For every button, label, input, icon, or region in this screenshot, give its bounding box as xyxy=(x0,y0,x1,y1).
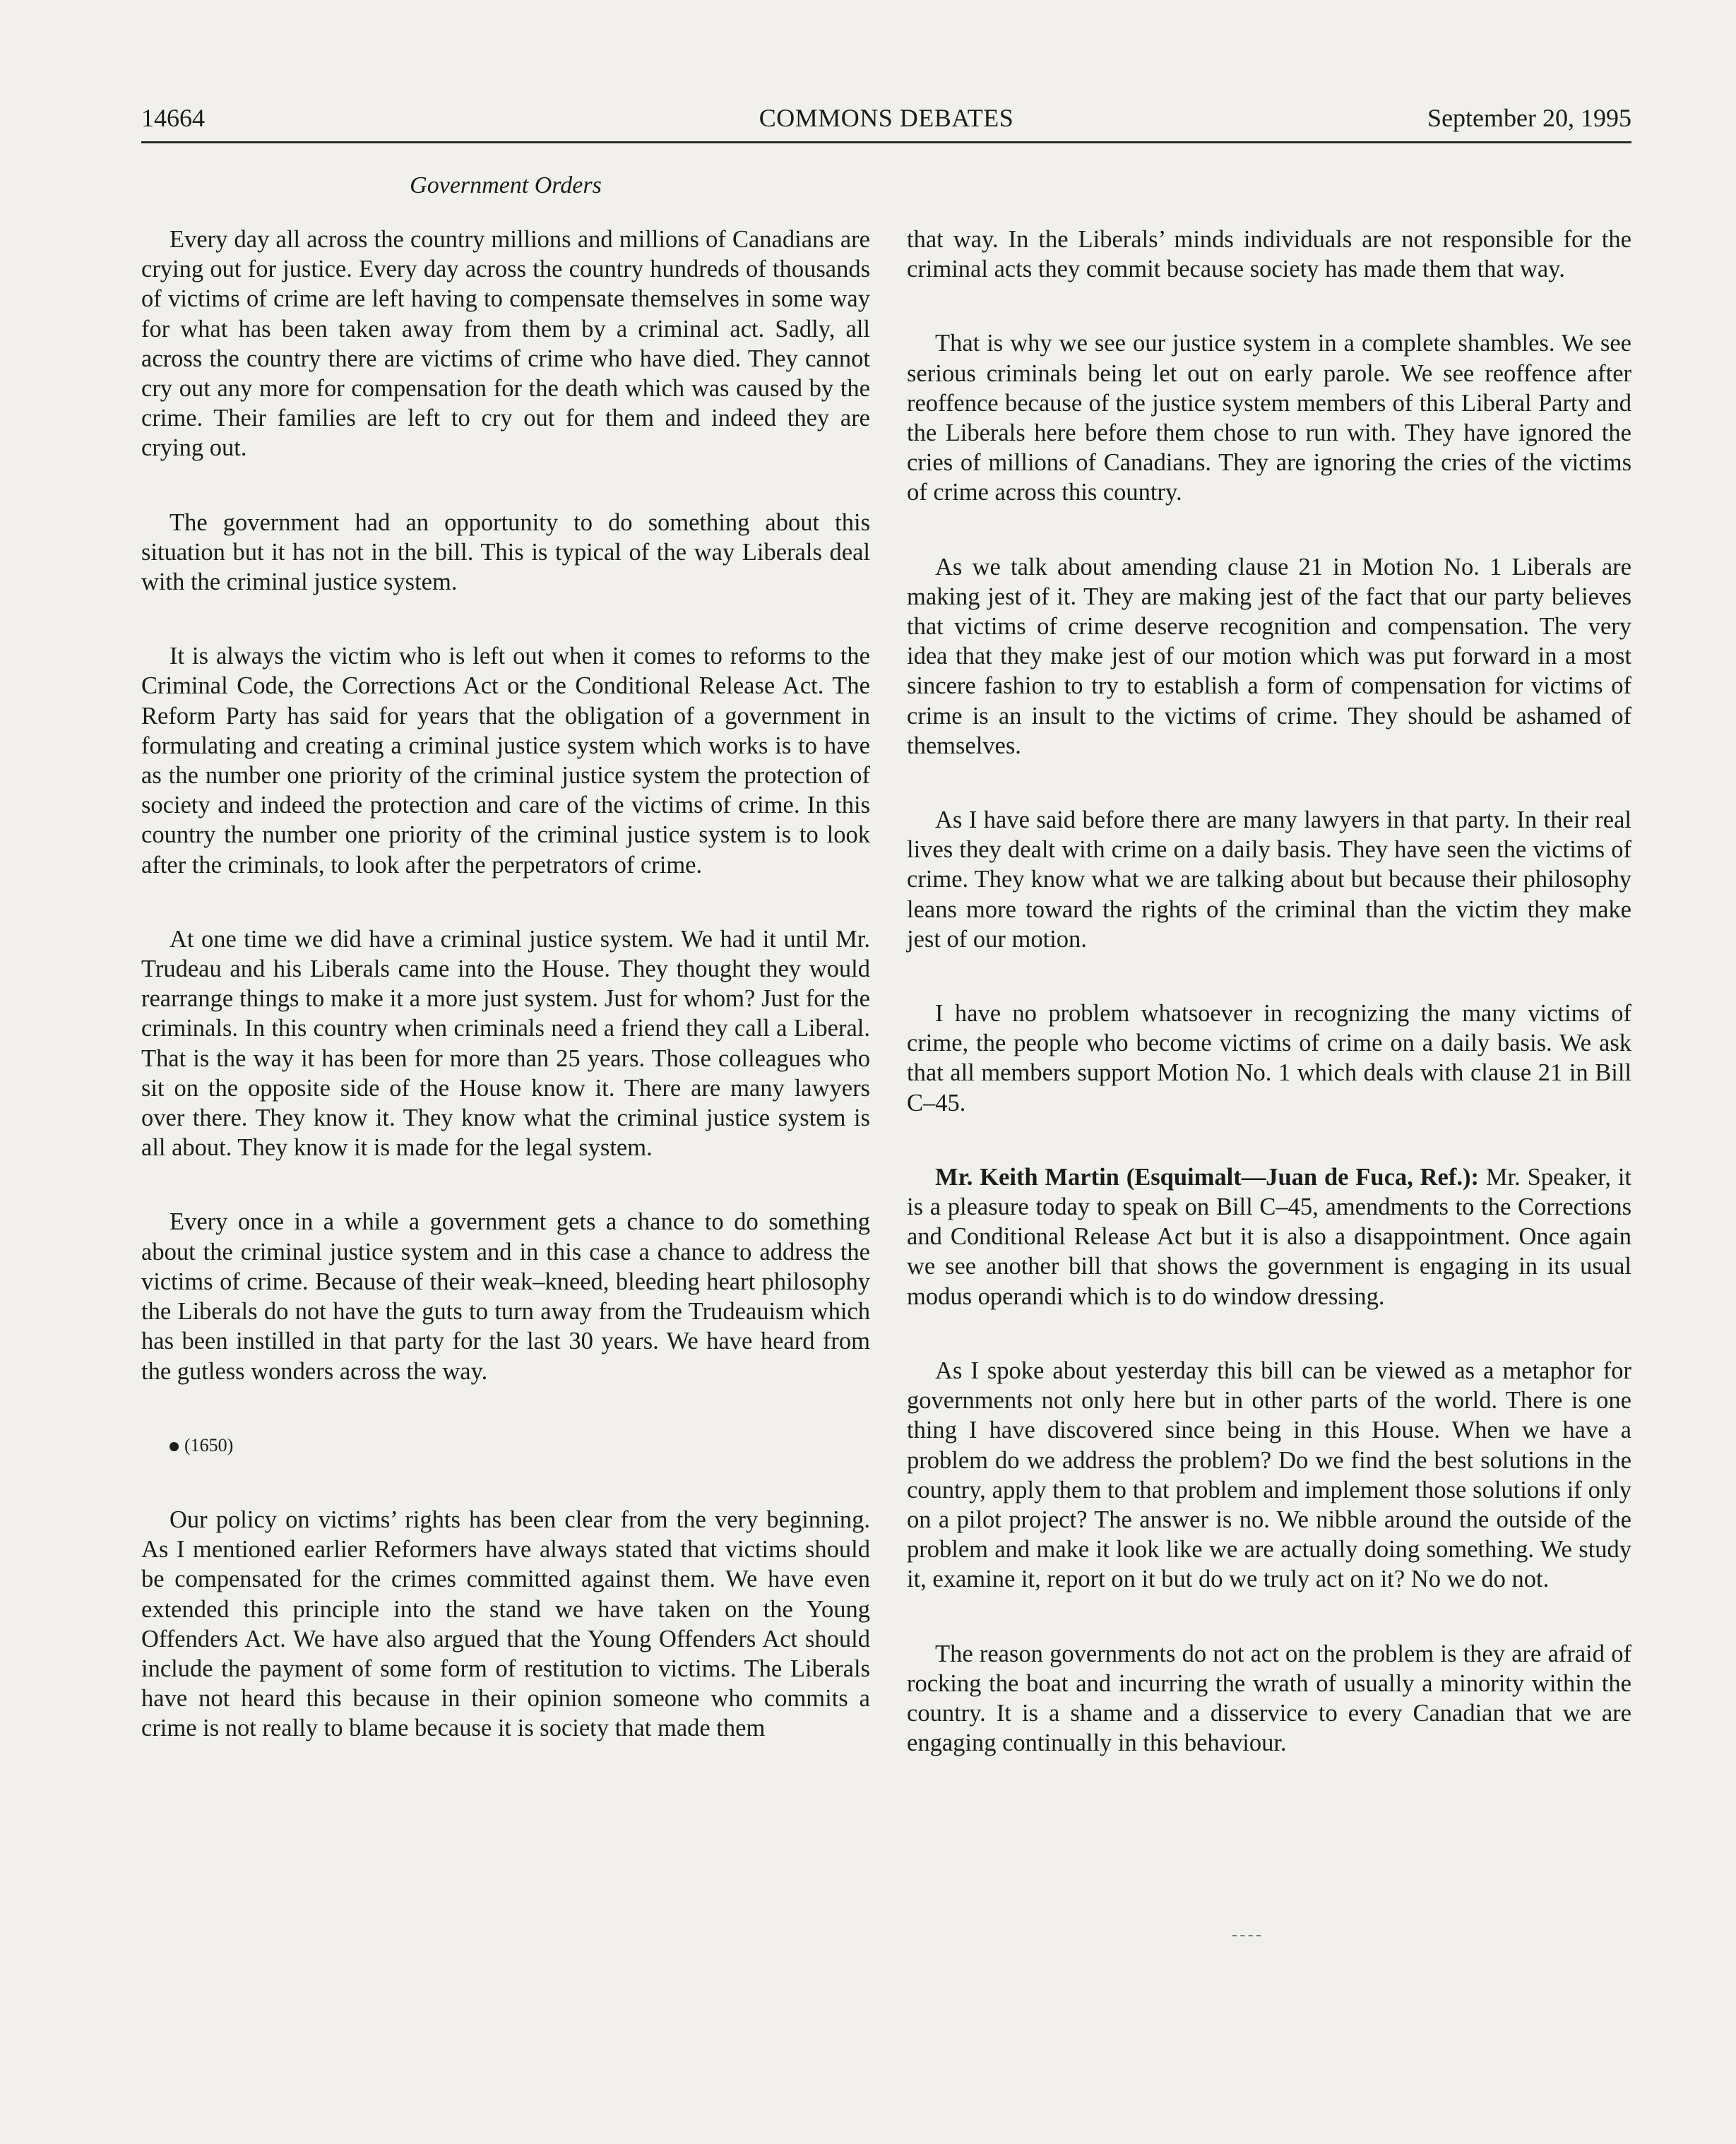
publication-title: COMMONS DEBATES xyxy=(759,104,1014,132)
paragraph: The government had an opportunity to do something about this situation but it has not in the bill. This is typical of the way Liberals deal with the criminal justice system. xyxy=(141,508,870,596)
scan-mark xyxy=(1232,1935,1261,1936)
time-marker-text: (1650) xyxy=(184,1434,234,1455)
right-column xyxy=(907,225,1631,1758)
header-rule xyxy=(141,141,1631,143)
speaker-text: Mr. Speaker, it is a pleasure today to speak on Bill C–45, amendments to the Corrections and Conditional Release Act but it is also a disappointment. Once again we see another bill that shows the government is engaging in its usual modus operandi which is to do window dressing. xyxy=(907,1163,1631,1310)
paragraph: The reason governments do not act on the problem is they are afraid of rocking the boat and incurring the wrath of usually a minority within the country. It is a shame and a disservice to every Canadian that we are engaging continually in this behaviour. xyxy=(907,1640,1631,1757)
paragraph: Every once in a while a government gets a chance to do something about the criminal justice system and in this case a chance to address the victims of crime. Because of their weak–kneed, bleeding heart philosophy the Liberals do not have the guts to turn away from the Trudeauism which has been instilled in that party for the last 30 years. We have heard from the gutless wonders across the way. xyxy=(141,1208,870,1385)
paragraph-continued: that way. In the Liberals’ minds individuals are not responsible for the criminal acts they commit because society has made them that way. xyxy=(907,226,1631,283)
paragraph: As I spoke about yesterday this bill can be viewed as a metaphor for governments not only here but in other parts of the world. There is one thing I have discovered since being in this House. When we have a problem do we address the problem? Do we find the best solutions in the country, apply them to that problem and implement those solutions if only on a pilot project? The answer is no. We nibble around the outside of the problem and make it look like we are actually doing something. We study it, examine it, report on it but do we truly act on it? No we do not. xyxy=(907,1357,1631,1593)
bullet-icon xyxy=(170,1442,179,1451)
paragraph: As we talk about amending clause 21 in Motion No. 1 Liberals are making jest of it. They are making jest of the fact that our party believes that victims of crime deserve recognition and compensation. The very idea that they make jest of our motion which was put forward in a most sincere fashion to try to establish a form of compensation for victims of crime is an insult to the victims of crime. They should be ashamed of themselves. xyxy=(907,553,1631,759)
paragraph: At one time we did have a criminal justice system. We had it until Mr. Trudeau and his Liberals came into the House. They thought they would rearrange things to make it a more just system. Just for whom? Just for the criminals. In this country when criminals need a friend they call a Liberal. That is the way it has been for more than 25 years. Those colleagues who sit on the opposite side of the House know it. There are many lawyers over there. They know it. They know what the criminal justice system is all about. They know it is made for the legal system. xyxy=(141,925,870,1162)
paragraph: Our policy on victims’ rights has been clear from the very beginning. As I mentioned earlier Reformers have always stated that victims should be compensated for the crimes committed against them. We have even extended this principle into the stand we have taken on the Young Offenders Act. We have also argued that the Young Offenders Act should include the payment of some form of restitution to victims. The Liberals have not heard this because in their opinion someone who commits a crime is not really to blame because it is society that made them xyxy=(141,1506,870,1742)
paragraph: Every day all across the country millions and millions of Canadians are crying out for justice. Every day across the country hundreds of thousands of victims of crime are left having to compensate themselves in some way for what has been taken away from them by a criminal act. Sadly, all across the country there are victims of crime who have died. They cannot cry out any more for compensation for the death which was caused by the crime. Their families are left to cry out for them and indeed they are crying out. xyxy=(141,226,870,462)
section-title: Government Orders xyxy=(410,172,602,198)
page-number: 14664 xyxy=(141,104,205,132)
publication-date: September 20, 1995 xyxy=(1427,104,1631,132)
paragraph: I have no problem whatsoever in recognizing the many victims of crime, the people who become victims of crime on a daily basis. We ask that all members support Motion No. 1 which deals with clause 21 in Bill C–45. xyxy=(907,1000,1631,1116)
speaker-name: Mr. Keith Martin (Esquimalt—Juan de Fuca, Ref.): xyxy=(935,1163,1479,1191)
time-marker xyxy=(141,1431,870,1460)
left-column xyxy=(141,225,870,1744)
speaker-paragraph xyxy=(907,1162,1631,1311)
page-header xyxy=(141,103,1631,138)
paragraph: As I have said before there are many lawyers in that party. In their real lives they dealt with crime on a daily basis. They have seen the victims of crime. They know what we are talking about but because their philosophy leans more toward the rights of the criminal than the victim they make jest of our motion. xyxy=(907,806,1631,953)
paragraph: It is always the victim who is left out when it comes to reforms to the Criminal Code, the Corrections Act or the Conditional Release Act. The Reform Party has said for years that the obligation of a government in formulating and creating a criminal justice system which works is to have as the number one priority of the criminal justice system the protection of society and indeed the protection and care of the victims of crime. In this country the number one priority of the criminal justice system is to look after the criminals, to look after the perpetrators of crime. xyxy=(141,643,870,879)
paragraph: That is why we see our justice system in a complete shambles. We see serious criminals being let out on early parole. We see reoffence after reoffence because of the justice system members of this Liberal Party and the Liberals here before them chose to run with. They have ignored the cries of millions of Canadians. They are ignoring the cries of the victims of crime across this country. xyxy=(907,330,1631,506)
